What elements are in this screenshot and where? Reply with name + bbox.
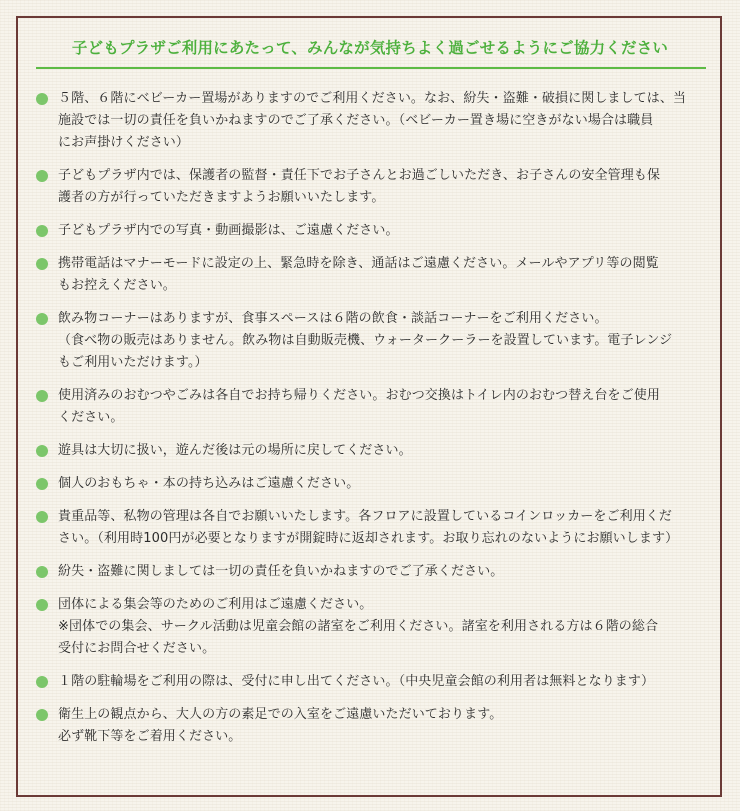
rule-line: 護者の方が行っていただきますようお願いいたします。 <box>58 190 385 205</box>
rule-item-11 <box>36 594 706 660</box>
rule-line: 使用済みのおむつやごみは各自でお持ち帰りください。おむつ交換はトイレ内のおむつ替え台をご使用 <box>58 388 660 403</box>
rule-line: 施設では一切の責任を負いかねますのでご了承ください。（ベビーカー置き場に空きがない場合は職員 <box>58 113 654 128</box>
rule-line: （食べ物の販売はありません。飲み物は自動販売機、ウォータークーラーを設置しています。電子レンジ <box>58 333 673 348</box>
rule-text <box>58 385 706 429</box>
rule-item-1 <box>36 88 706 154</box>
rule-item-6 <box>36 385 706 429</box>
rule-text <box>58 440 706 462</box>
rule-text <box>58 253 706 297</box>
bullet-dot-icon <box>36 599 48 611</box>
bullet-dot-icon <box>36 390 48 402</box>
rule-line: 衛生上の観点から、大人の方の素足での入室をご遠慮いただいております。 <box>58 707 503 722</box>
title-divider <box>36 67 706 69</box>
rule-line: 必ず靴下等をご着用ください。 <box>58 729 242 744</box>
notice-title: 子どもプラザご利用にあたって、みんなが気持ちよく過ごせるようにご協力ください <box>71 39 669 57</box>
rule-text <box>58 473 706 495</box>
rule-text <box>58 561 706 583</box>
rule-item-9 <box>36 506 706 550</box>
rule-text <box>58 88 706 154</box>
rule-item-3 <box>36 220 706 242</box>
rule-text <box>58 704 706 748</box>
rule-line: 子どもプラザ内での写真・動画撮影は、ご遠慮ください。 <box>58 223 399 238</box>
rule-line: もお控えください。 <box>58 278 176 293</box>
bullet-dot-icon <box>36 313 48 325</box>
rule-line: 個人のおもちゃ・本の持ち込みはご遠慮ください。 <box>58 476 360 491</box>
rule-text <box>58 506 706 550</box>
rule-item-8 <box>36 473 706 495</box>
rule-text <box>58 594 706 660</box>
rule-item-2 <box>36 165 706 209</box>
rule-item-13 <box>36 704 706 748</box>
bullet-dot-icon <box>36 258 48 270</box>
rule-line: 飲み物コーナーはありますが、食事スペースは６階の飲食・談話コーナーをご利用ください。 <box>58 311 608 326</box>
rule-item-10 <box>36 561 706 583</box>
bullet-dot-icon <box>36 478 48 490</box>
bullet-dot-icon <box>36 225 48 237</box>
rule-line: 遊具は大切に扱い，遊んだ後は元の場所に戻してください。 <box>58 443 412 458</box>
bullet-dot-icon <box>36 93 48 105</box>
rule-item-5 <box>36 308 706 374</box>
rule-line: 受付にお問合せください。 <box>58 641 216 656</box>
bullet-dot-icon <box>36 566 48 578</box>
bullet-dot-icon <box>36 511 48 523</box>
rule-line: さい。（利用時100円が必要となりますが開錠時に返却されます。お取り忘れのないようにお願いします） <box>58 531 679 546</box>
rule-item-4 <box>36 253 706 297</box>
rule-text <box>58 308 706 374</box>
notice-panel <box>16 16 722 797</box>
rule-line: もご利用いただけます。） <box>58 355 208 370</box>
bullet-dot-icon <box>36 676 48 688</box>
rule-line: 携帯電話はマナーモードに設定の上、緊急時を除き、通話はご遠慮ください。メールやアプリ等の閲覧 <box>58 256 659 271</box>
bullet-dot-icon <box>36 445 48 457</box>
rule-item-12 <box>36 671 706 693</box>
rule-line: ※団体での集会、サークル活動は児童会館の諸室をご利用ください。諸室を利用される方は６階の総合 <box>58 619 659 634</box>
rule-line: 貴重品等、私物の管理は各自でお願いいたします。各フロアに設置しているコインロッカーをご利用くだ <box>58 509 673 524</box>
bullet-dot-icon <box>36 709 48 721</box>
rule-line: にお声掛けください） <box>58 135 190 150</box>
rule-line: 紛失・盗難に関しましては一切の責任を負いかねますのでご了承ください。 <box>58 564 504 579</box>
rule-text <box>58 165 706 209</box>
rule-line: ５階、６階にベビーカー置場がありますのでご利用ください。なお、紛失・盗難・破損に関しましては、当 <box>58 91 687 106</box>
rule-item-7 <box>36 440 706 462</box>
rule-line: 団体による集会等のためのご利用はご遠慮ください。 <box>58 597 373 612</box>
rule-text <box>58 220 706 242</box>
rule-line: 子どもプラザ内では、保護者の監督・責任下でお子さんとお過ごしいただき、お子さんの安全管理も保 <box>58 168 661 183</box>
rules-list <box>36 88 706 748</box>
rule-line: １階の駐輪場をご利用の際は、受付に申し出てください。（中央児童会館の利用者は無料となります） <box>58 674 655 689</box>
rule-text <box>58 671 706 693</box>
rule-line: ください。 <box>58 410 124 425</box>
bullet-dot-icon <box>36 170 48 182</box>
